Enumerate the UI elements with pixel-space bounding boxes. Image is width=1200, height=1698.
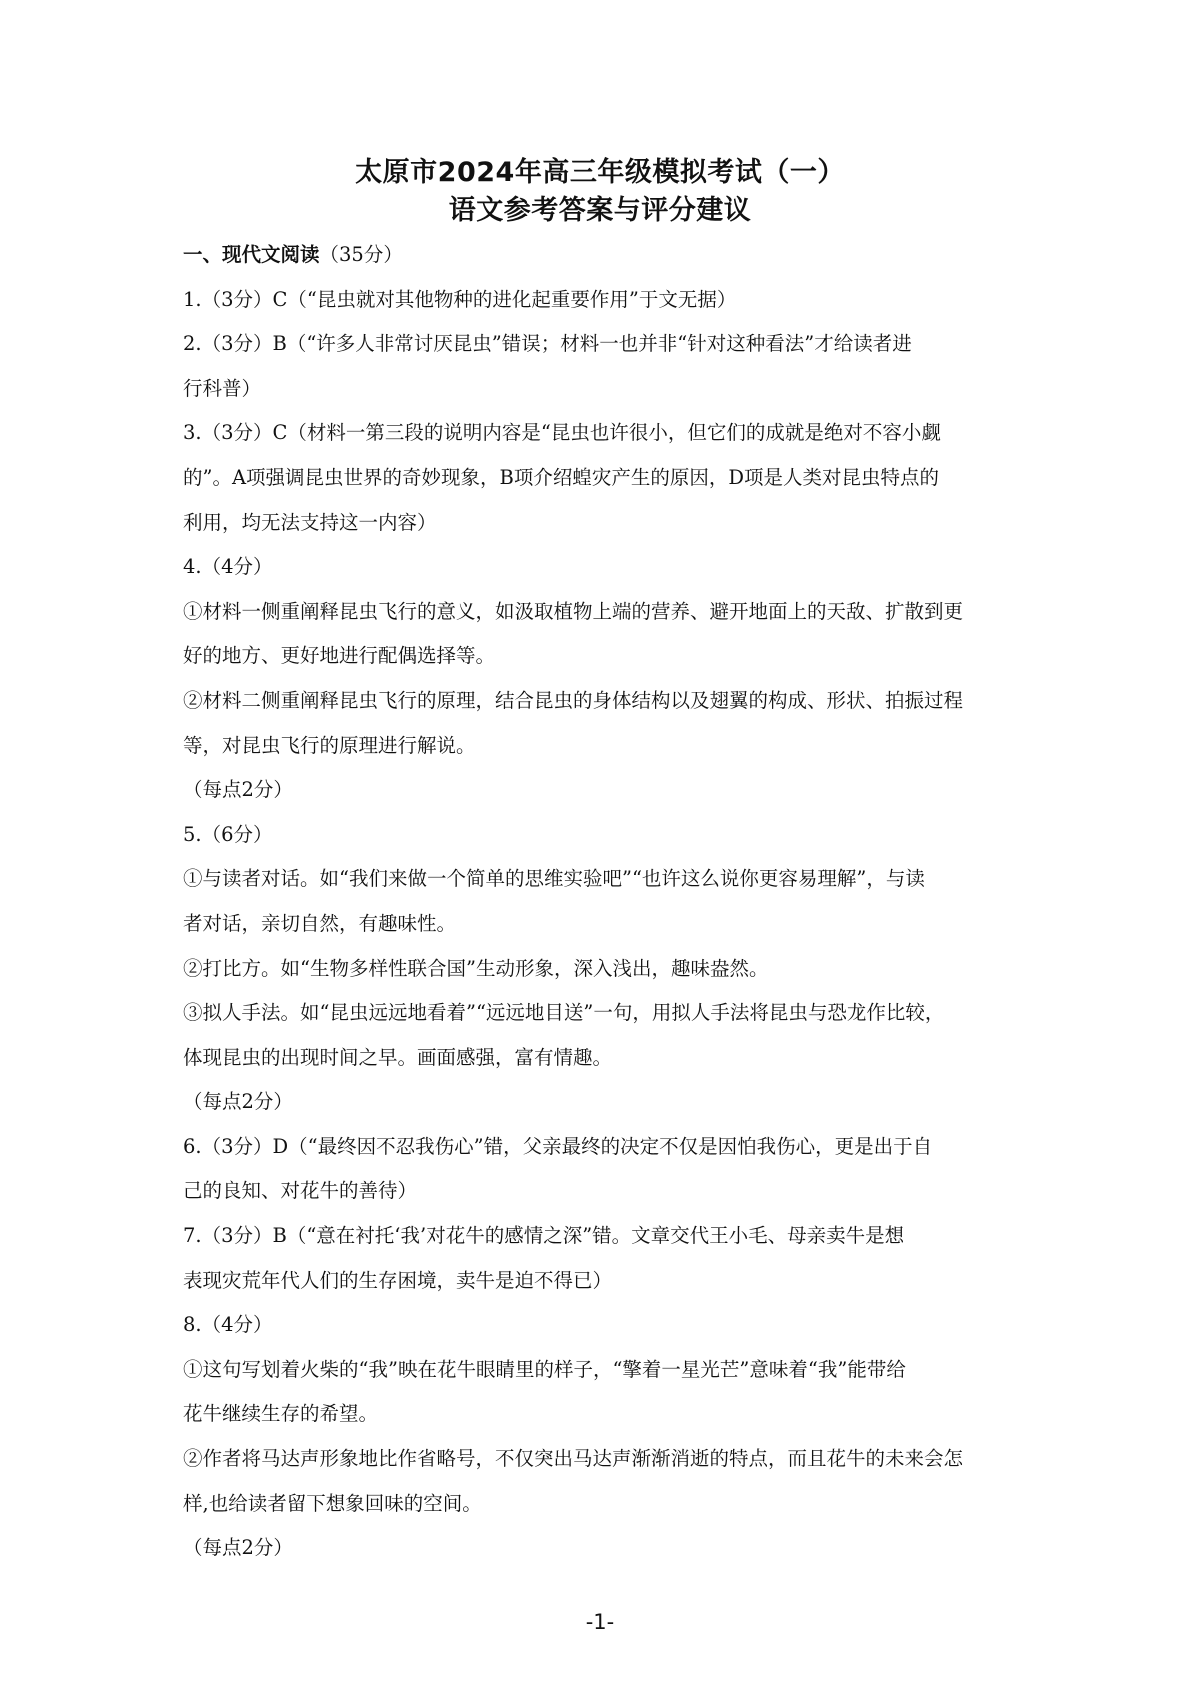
text-line: ②作者将马达声形象地比作省略号，不仅突出马达声渐渐消逝的特点，而且花牛的未来会怎 xyxy=(183,1447,964,1471)
text-line: （每点2分） xyxy=(183,1090,293,1114)
text-line: （每点2分） xyxy=(183,1536,293,1560)
text-line: 等，对昆虫飞行的原理进行解说。 xyxy=(183,733,476,757)
document-subtitle: 语文参考答案与评分建议 xyxy=(448,195,752,226)
section-heading-label: 一、现代文阅读 xyxy=(183,243,320,266)
text-line: 4.（4分） xyxy=(183,555,273,579)
section-heading xyxy=(183,233,1028,278)
text-line: 己的良知、对花牛的善待） xyxy=(183,1179,418,1203)
answer-content xyxy=(183,233,1028,1571)
section-heading-score: （35分） xyxy=(319,243,403,266)
text-line: ①材料一侧重阐释昆虫飞行的意义，如汲取植物上端的营养、避开地面上的天敌、扩散到更 xyxy=(183,599,964,623)
text-line: （每点2分） xyxy=(183,778,293,802)
text-line: 样,也给读者留下想象回味的空间。 xyxy=(183,1491,482,1515)
text-line: 1.（3分）C（“昆虫就对其他物种的进化起重要作用”于文无据） xyxy=(183,287,737,311)
text-line: 5.（6分） xyxy=(183,822,273,846)
text-line: 好的地方、更好地进行配偶选择等。 xyxy=(183,644,496,668)
text-line: 8.（4分） xyxy=(183,1313,273,1337)
text-line: ②材料二侧重阐释昆虫飞行的原理，结合昆虫的身体结构以及翅翼的构成、形状、拍振过程 xyxy=(183,688,964,712)
text-line: 7.（3分）B（“意在衬托‘我’对花牛的感情之深”错。文章交代王小毛、母亲卖牛是想 xyxy=(183,1224,905,1248)
text-line: 2.（3分）B（“许多人非常讨厌昆虫”错误；材料一也并非“针对这种看法”才给读者进 xyxy=(183,332,912,356)
text-line: ③拟人手法。如“昆虫远远地看着”“远远地目送”一句，用拟人手法将昆虫与恐龙作比较， xyxy=(183,1001,945,1025)
text-line: 体现昆虫的出现时间之早。画面感强，富有情趣。 xyxy=(183,1045,613,1069)
document-title: 太原市2024年高三年级模拟考试（一） xyxy=(355,157,845,188)
text-line: ①这句写划着火柴的“我”映在花牛眼睛里的样子，“擎着一星光芒”意味着“我”能带给 xyxy=(183,1357,906,1381)
text-line: 花牛继续生存的希望。 xyxy=(183,1402,379,1426)
text-line: 表现灾荒年代人们的生存困境，卖牛是迫不得已） xyxy=(183,1268,613,1292)
text-line: 利用，均无法支持这一内容） xyxy=(183,510,437,534)
text-line: 者对话，亲切自然，有趣味性。 xyxy=(183,911,457,935)
text-line: 行科普） xyxy=(183,376,262,400)
text-line: ②打比方。如“生物多样性联合国”生动形象，深入浅出，趣味盎然。 xyxy=(183,956,769,980)
text-line: 6.（3分）D（“最终因不忍我伤心”错，父亲最终的决定不仅是因怕我伤心，更是出于自 xyxy=(183,1134,933,1158)
text-line: 的”。A项强调昆虫世界的奇妙现象，B项介绍蝗灾产生的原因，D项是人类对昆虫特点的 xyxy=(183,465,940,489)
page-number: -1- xyxy=(585,1610,615,1634)
text-line: 3.（3分）C（材料一第三段的说明内容是“昆虫也许很小，但它们的成就是绝对不容小觑 xyxy=(183,421,941,445)
text-line: ①与读者对话。如“我们来做一个简单的思维实验吧”“也许这么说你更容易理解”，与读 xyxy=(183,867,925,891)
